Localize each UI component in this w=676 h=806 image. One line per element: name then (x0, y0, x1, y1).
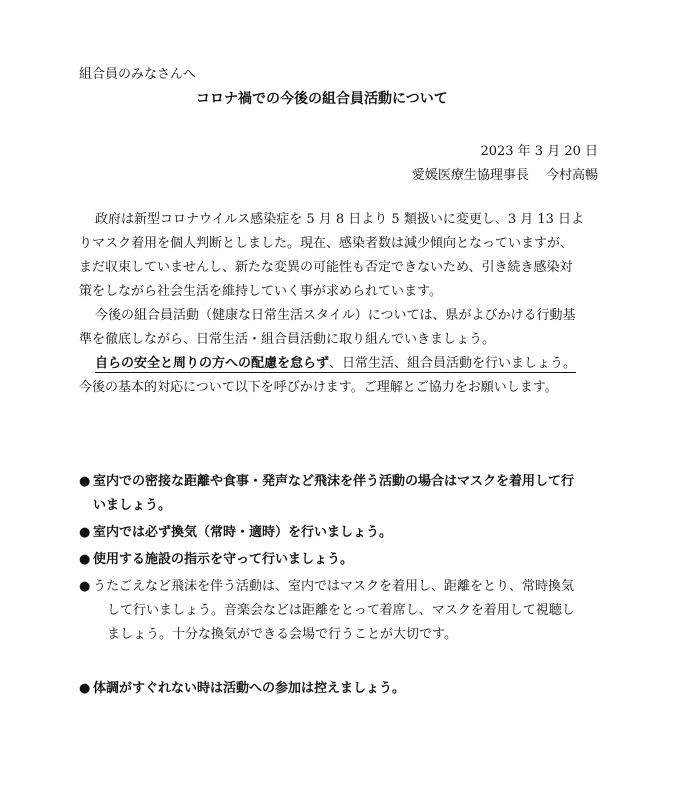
paragraph-3-line (95, 355, 576, 373)
bullet-item (79, 551, 353, 569)
bullet-text: 室内での密接な距離や食事・発声など飛沫を伴う活動の場合はマスクを着用して行 (93, 474, 575, 489)
bullet-icon: ● (79, 552, 91, 567)
underlined-text: 、日常生活、組合員活動を行いましょう。 (329, 356, 577, 371)
paragraph-1-line: まだ収束していませんし、新たな変異の可能性も否定できないため、引き続き感染対 (79, 260, 573, 275)
bullet-text: 使用する施設の指示を守って行いましょう。 (93, 552, 354, 567)
bullet-item (79, 473, 574, 491)
signer: 愛媛医療生協理事長 今村高暢 (411, 168, 598, 183)
bullet-text: 室内では必ず換気（常時・適時）を行いましょう。 (93, 525, 393, 540)
bullet-text: 体調がすぐれない時は活動への参加は控えましょう。 (93, 681, 406, 696)
bullet-text-continued: いましょう。 (93, 498, 172, 513)
document-date: 2023 年 3 月 20 日 (480, 144, 598, 159)
paragraph-2-line: 準を徹底しながら、日常生活・組合員活動に取り組んでいきましょう。 (79, 332, 496, 347)
document-title: コロナ禍での今後の組合員活動について (196, 91, 448, 107)
bullet-icon: ● (79, 681, 91, 696)
addressee: 組合員のみなさんへ (79, 67, 196, 82)
paragraph-3-line: 今後の基本的対応について以下を呼びかけます。ご理解とご協力をお願いします。 (79, 380, 558, 395)
paragraph-1-line: りマスク着用を個人判断としました。現在、感染者数は減少傾向となっていますが、 (79, 236, 574, 251)
emphasis-text: 自らの安全と周りの方への配慮を怠らず (95, 356, 330, 371)
bullet-icon: ● (79, 525, 91, 540)
bullet-text-continued: して行いましょう。音楽会などは距離をとって着席し、マスクを着用して視聴し (107, 603, 575, 618)
bullet-icon: ● (79, 474, 91, 489)
paragraph-1-line: 策をしながら社会生活を維持していく事が求められています。 (79, 284, 442, 299)
paragraph-2-line: 今後の組合員活動（健康な日常生活スタイル）については、県がよびかける行動基 (95, 308, 576, 323)
bullet-item (79, 680, 405, 698)
bullet-text-continued: ましょう。十分な換気ができる会場で行うことが大切です。 (107, 627, 457, 642)
paragraph-1-line: 政府は新型コロナウイルス感染症を 5 月 8 日より 5 類扱いに変更し、3 月 13 日よ (95, 212, 585, 227)
bullet-item (79, 578, 574, 596)
bullet-icon: ● (79, 579, 91, 594)
bullet-item (79, 524, 392, 542)
bullet-text: うたごえなど飛沫を伴う活動は、室内ではマスクを着用し、距離をとり、常時換気 (93, 579, 575, 594)
